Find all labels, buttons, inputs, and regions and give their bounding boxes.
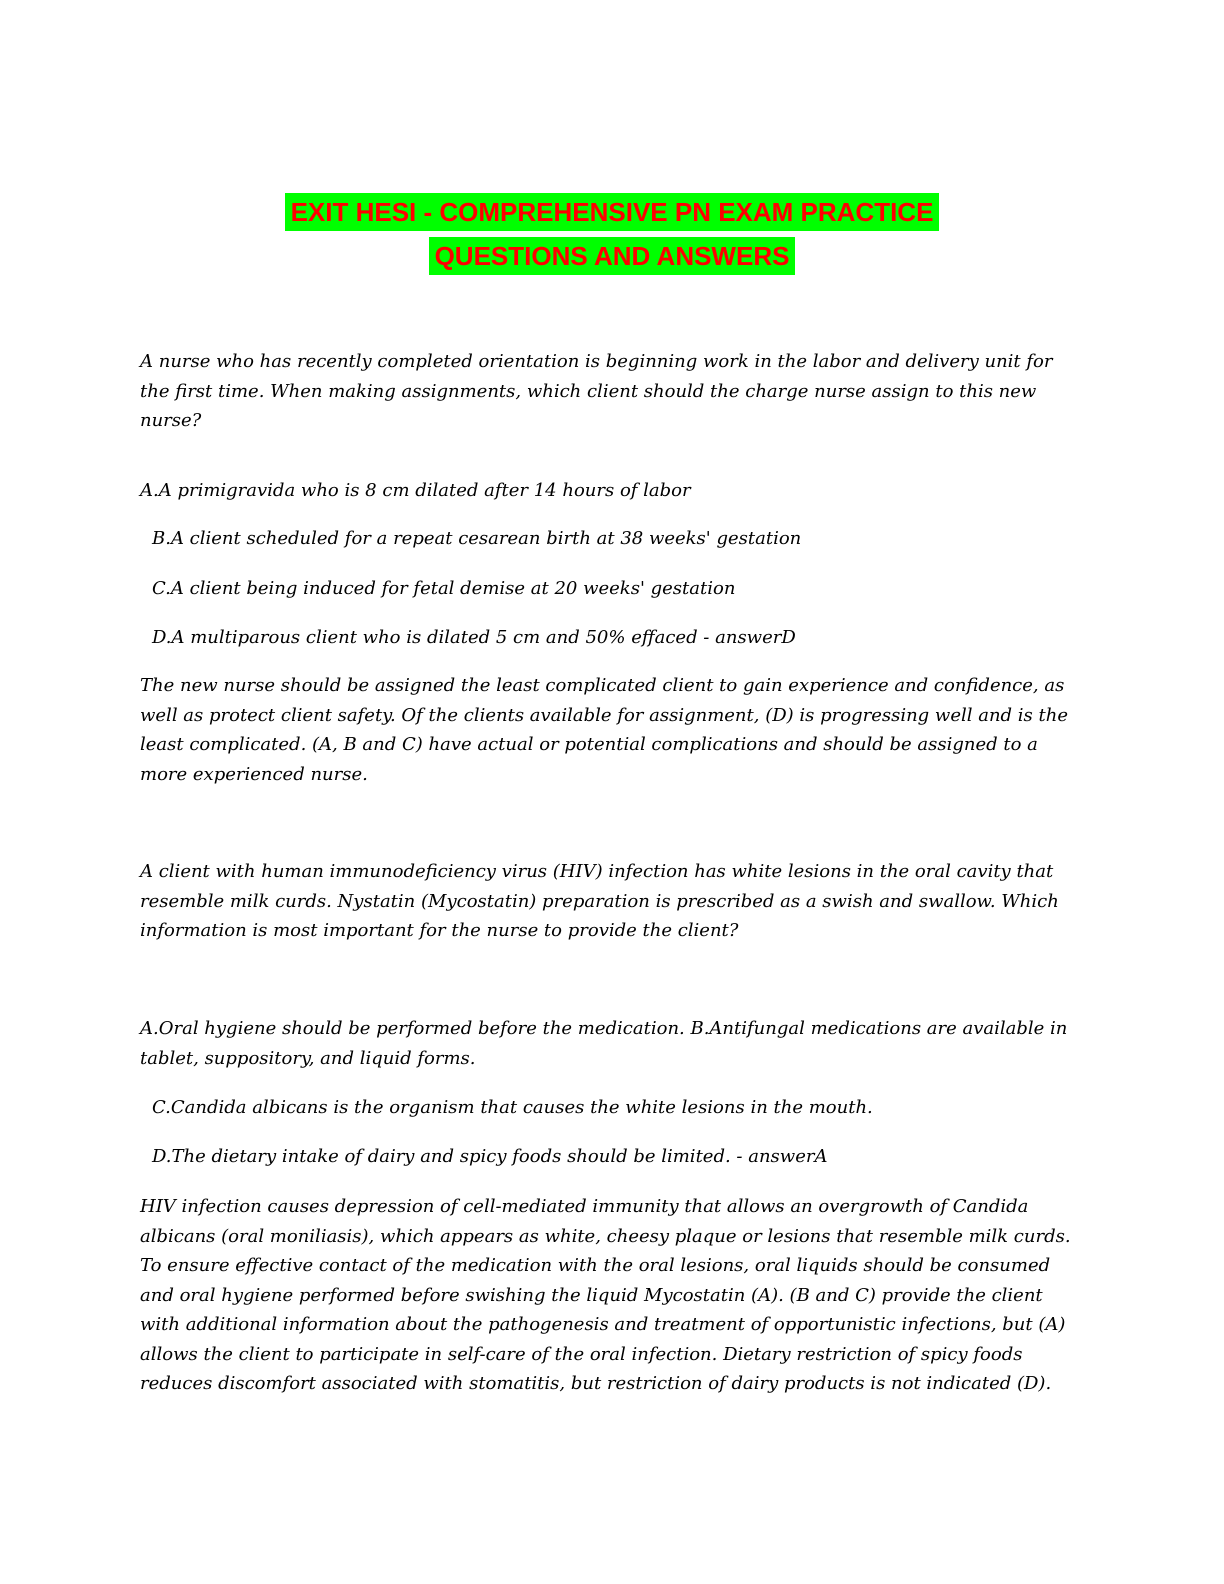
- question-2-rationale: HIV infection causes depression of cell-mediated immunity that allows an overgrowth of Candida albicans (oral moniliasis), which appears as white, cheesy plaque or lesions that resemble milk curds. To ensure effective contact of the medication with the oral lesions, oral liquids should be consumed and oral hygiene performed before swishing the liquid Mycostatin (A). (B and C) provide the client with additional information about the pathogenesis and treatment of opportunistic infections, but (A) allows the client to participate in self-care of the oral infection. Dietary restriction of spicy foods reduces discomfort associated with stomatitis, but restriction of dairy products is not indicated (D).: [140, 1196, 1071, 1394]
- document-title: [0, 190, 1224, 278]
- question-1-option-d: D.A multiparous client who is dilated 5 cm and 50% effaced - answerD: [152, 627, 796, 648]
- question-1-rationale: The new nurse should be assigned the least complicated client to gain experience and confidence, as well as protect client safety. Of the clients available for assignment, (D) is progressing well and is the least complicated. (A, B and C) have actual or potential complications and should be assigned to a more experienced nurse.: [140, 675, 1068, 785]
- question-2-option-d: D.The dietary intake of dairy and spicy foods should be limited. - answerA: [152, 1146, 828, 1167]
- title-line-1: EXIT HESI - COMPREHENSIVE PN EXAM PRACTICE: [285, 193, 940, 231]
- question-1-option-b: B.A client scheduled for a repeat cesarean birth at 38 weeks' gestation: [152, 528, 802, 549]
- question-1-option-a: A.A primigravida who is 8 cm dilated after 14 hours of labor: [140, 480, 691, 501]
- question-2-stem: A client with human immunodeficiency virus (HIV) infection has white lesions in the oral cavity that resemble milk curds. Nystatin (Mycostatin) preparation is prescribed as a swish and swallow. Which information is most important for the nurse to provide the client?: [140, 861, 1059, 941]
- question-1-option-c: C.A client being induced for fetal demise at 20 weeks' gestation: [152, 578, 736, 599]
- question-2-option-ab: A.Oral hygiene should be performed before the medication. B.Antifungal medications are available in tablet, suppository, and liquid forms.: [140, 1018, 1068, 1069]
- title-line-2: QUESTIONS AND ANSWERS: [429, 237, 796, 275]
- question-2-option-c: C.Candida albicans is the organism that causes the white lesions in the mouth.: [152, 1097, 873, 1118]
- question-1-stem: A nurse who has recently completed orientation is beginning work in the labor and delivery unit for the first time. When making assignments, which client should the charge nurse assign to this new nurse?: [140, 351, 1053, 431]
